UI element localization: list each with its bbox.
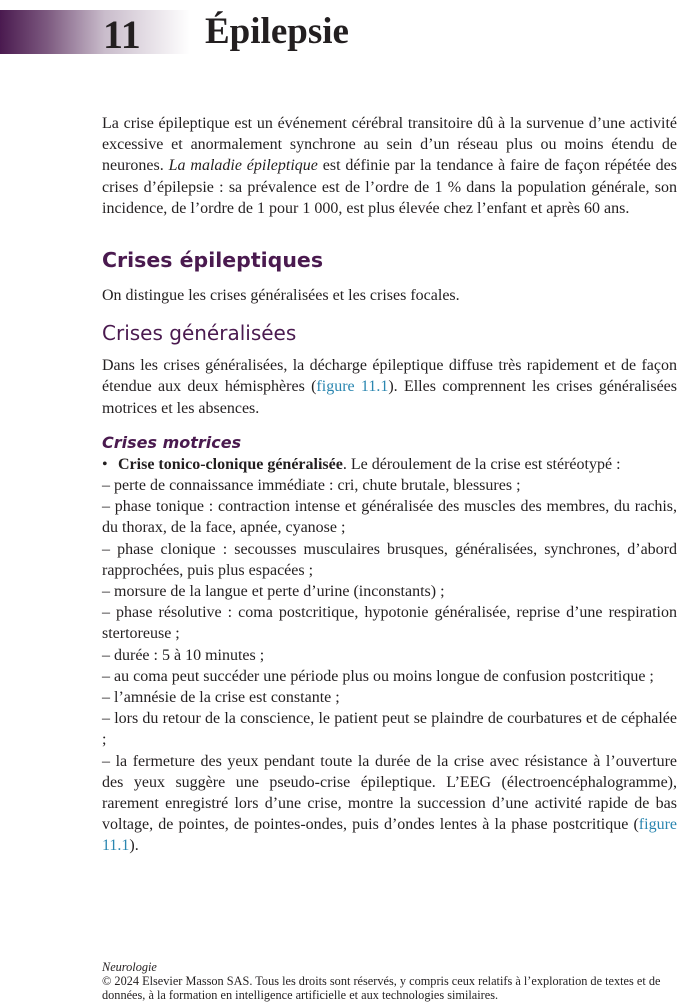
figure-link[interactable]: figure 11.1 [316, 378, 389, 396]
chapter-title: Épilepsie [205, 11, 349, 52]
bullet-item: • Crise tonico-clonique généralisée. Le déroulement de la crise est stéréotypé : [102, 454, 677, 475]
chapter-number: 11 [103, 12, 141, 57]
subsection-paragraph: Dans les crises généralisées, la décharge épileptique diffuse très rapidement et de façon étendue aux deux hémisphères (figure 11.1). Elles comprennent les crises généralisées motrices et les absences. [102, 357, 677, 417]
list-item: – phase résolutive : coma postcritique, hypotonie généralisée, reprise d’une respiration stertoreuse ; [102, 604, 677, 643]
list-item: – morsure de la langue et perte d’urine (inconstants) ; [102, 583, 445, 601]
section-paragraph: On distingue les crises généralisées et les crises focales. [102, 287, 460, 305]
list-item: – lors du retour de la conscience, le patient peut se plaindre de courbatures et de céphalée ; [102, 710, 677, 749]
list-item: – phase clonique : secousses musculaires brusques, généralisées, synchrones, d’abord rapprochées, puis plus espacées ; [102, 540, 677, 579]
page-footer [102, 960, 687, 1002]
list-item: – durée : 5 à 10 minutes ; [102, 646, 265, 664]
intro-paragraph: La crise épileptique est un événement cérébral transitoire dû à la survenue d’une activité excessive et anormalement synchrone au sein d’un réseau plus ou moins étendu de neurones. La maladie épileptique est définie par la tendance à faire de façon répétée des crises d’épilepsie : sa prévalence est de l’ordre de 1 % dans la population générale, son incidence, de l’ordre de 1 pour 1 000, est plus élevée chez l’enfant et après 60 ans. [102, 115, 677, 217]
list-item: – au coma peut succéder une période plus ou moins longue de confusion postcritique ; [102, 667, 654, 685]
figure-link[interactable]: figure 11.1 [102, 816, 677, 855]
list-item: – l’amnésie de la crise est constante ; [102, 689, 340, 707]
bullet-bold: Crise tonico-clonique généralisée [118, 455, 343, 473]
subsection-title: Crises généralisées [102, 321, 297, 346]
list-item: – la fermeture des yeux pendant toute la durée de la crise avec résistance à l’ouverture des yeux suggère une pseudo-crise épileptique. L’EEG (électroencéphalogramme), rarement enregistré lors d’une crise, montre la succession d’une activité rapide de bas voltage, de pointes, de pointes-ondes, puis d’ondes lentes à la phase postcritique (figure 11.1). [102, 752, 677, 855]
section-title: Crises épileptiques [102, 248, 324, 273]
main-content [102, 113, 677, 857]
footer-copyright: © 2024 Elsevier Masson SAS. Tous les droits sont réservés, y compris ceux relatifs à l’exploration de textes et de données, à la formation en intelligence artificielle et aux technologies similaires. [102, 974, 661, 1002]
chapter-banner [0, 10, 190, 57]
list-item: – phase tonique : contraction intense et généralisée des muscles des membres, du rachis, du thorax, de la face, apnée, cyanose ; [102, 498, 677, 537]
bullet-icon: • [102, 455, 108, 473]
subsubsection-title: Crises motrices [102, 432, 242, 452]
list-item: – perte de connaissance immédiate : cri, chute brutale, blessures ; [102, 477, 521, 495]
footer-journal: Neurologie [102, 960, 157, 974]
intro-italic: La maladie épileptique [168, 157, 318, 175]
